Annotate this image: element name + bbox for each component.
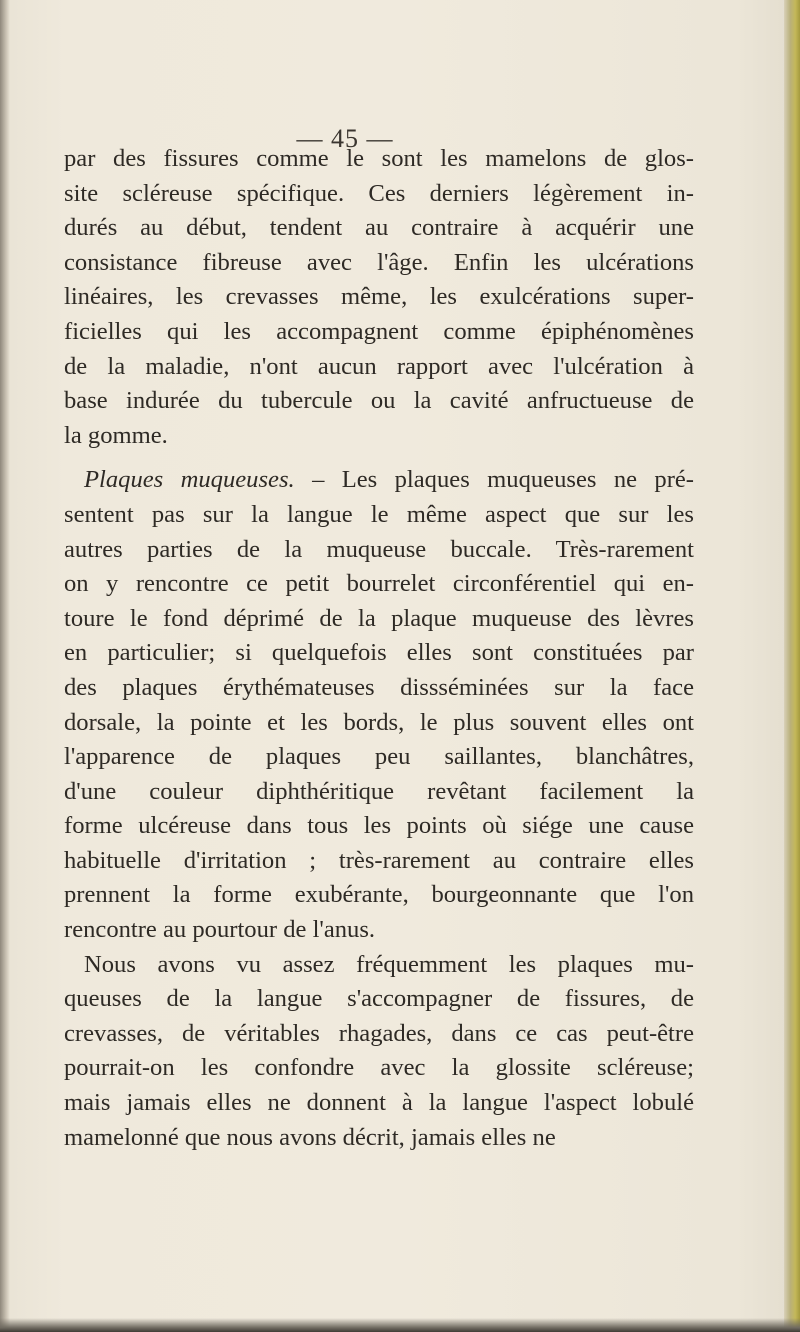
text-line: autres parties de la muqueuse buccale. Très-rarement xyxy=(64,535,694,563)
text-line: Nous avons vu assez fréquemment les plaques mu- xyxy=(84,950,694,978)
text-line: base indurée du tubercule ou la cavité anfructueuse de xyxy=(64,387,694,415)
text-line-rest: – Les plaques muqueuses ne pré- xyxy=(294,466,694,494)
text-line: de la maladie, n'ont aucun rapport avec l'ulcération à xyxy=(64,352,694,380)
text-line: la gomme. xyxy=(64,421,168,449)
text-line: dorsale, la pointe et les bords, le plus souvent elles ont xyxy=(64,708,694,736)
text-line: durés au début, tendent au contraire à acquérir une xyxy=(64,214,694,242)
text-line: mais jamais elles ne donnent à la langue l'aspect lobulé xyxy=(64,1089,694,1117)
body-text xyxy=(64,142,694,1155)
text-line: linéaires, les crevasses même, les exulcérations super- xyxy=(64,283,694,311)
text-line: crevasses, de véritables rhagades, dans ce cas peut-être xyxy=(64,1019,694,1047)
text-line: l'apparence de plaques peu saillantes, blanchâtres, xyxy=(64,743,694,771)
text-line: pourrait-on les confondre avec la glossite scléreuse; xyxy=(64,1054,694,1082)
section-heading: Plaques muqueuses. xyxy=(84,466,295,494)
page-number: — 45 — xyxy=(296,124,394,153)
text-line: site scléreuse spécifique. Ces derniers légèrement in- xyxy=(64,179,694,207)
text-line: par des fissures comme le sont les mamelons de glos- xyxy=(64,145,694,172)
text-line: prennent la forme exubérante, bourgeonnante que l'on xyxy=(64,881,694,909)
text-line: queuses de la langue s'accompagner de fissures, de xyxy=(64,985,694,1013)
page-left-gutter xyxy=(0,0,10,1332)
page-bottom-edge xyxy=(0,1318,800,1332)
text-line: sentent pas sur la langue le même aspect que sur les xyxy=(64,500,694,528)
text-line: forme ulcéreuse dans tous les points où siége une cause xyxy=(64,812,694,840)
text-line: rencontre au pourtour de l'anus. xyxy=(64,916,376,944)
text-line: des plaques érythémateuses dissséminées sur la face xyxy=(64,673,694,701)
text-line: ficielles qui les accompagnent comme épiphénomènes xyxy=(64,317,694,345)
text-line: habituelle d'irritation ; très-rarement au contraire elles xyxy=(64,846,694,874)
text-line: en particulier; si quelquefois elles sont constituées par xyxy=(64,639,694,667)
text-line: toure le fond déprimé de la plaque muqueuse des lèvres xyxy=(64,604,694,632)
text-line: consistance fibreuse avec l'âge. Enfin les ulcérations xyxy=(64,248,694,276)
text-line xyxy=(64,463,694,498)
text-line: d'une couleur diphthéritique revêtant facilement la xyxy=(64,777,694,805)
page-right-edge xyxy=(784,0,800,1332)
text-line: on y rencontre ce petit bourrelet circonférentiel qui en- xyxy=(64,570,694,598)
text-line: mamelonné que nous avons décrit, jamais elles ne xyxy=(64,1123,556,1151)
